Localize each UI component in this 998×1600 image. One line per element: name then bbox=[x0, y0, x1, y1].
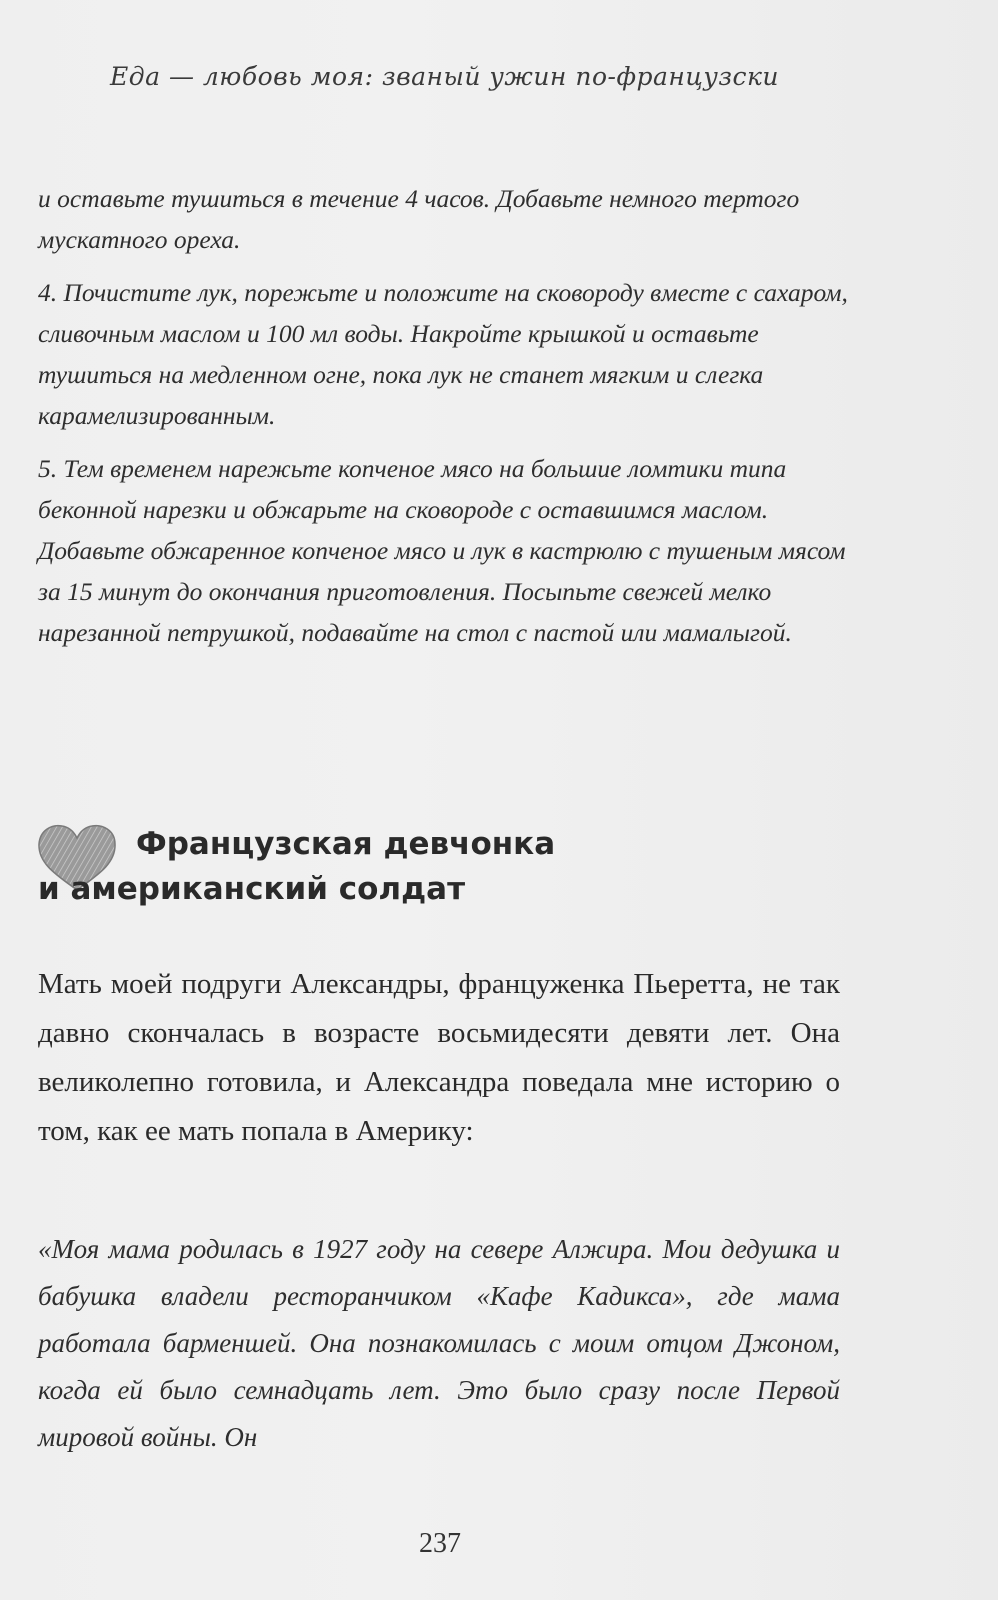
body-paragraph: Мать моей подруги Александры, француженка Пьеретта, не так давно скончалась в возрасте восьмидесяти девяти лет. Она великолепно готовила, и Александра поведала мне историю о том, как ее мать попала в Америку: bbox=[38, 968, 840, 1147]
running-head: Еда — любовь моя: званый ужин по-французски bbox=[110, 62, 779, 91]
section-title-line-1: Французская девчонка bbox=[136, 826, 556, 862]
section-title-line-2: и американский солдат bbox=[38, 871, 466, 907]
quote-paragraph: «Моя мама родилась в 1927 году на севере Алжира. Мои дедушка и бабушка владели ресторанчиком «Кафе Кадикса», где мама работала барменшей. Она познакомилась с моим отцом Джоном, когда ей было семнадцать лет. Это было сразу после Первой мировой войны. Он bbox=[38, 1234, 840, 1452]
section-title bbox=[38, 822, 838, 912]
recipe-step-5: 5. Тем временем нарежьте копченое мясо на большие ломтики типа беконной нарезки и обжарьте на сковороде с оставшимся маслом. Добавьте обжаренное копченое мясо и лук в кастрюлю с тушеным мясом за 15 минут до окончания приготовления. Посыпьте свежей мелко нарезанной петрушкой, подавайте на стол с пастой или мамалыгой. bbox=[38, 454, 846, 647]
recipe-step-4: 4. Почистите лук, порежьте и положите на сковороду вместе с сахаром, сливочным маслом и 100 мл воды. Накройте крышкой и оставьте тушиться на медленном огне, пока лук не станет мягким и слегка карамелизированным. bbox=[38, 278, 848, 430]
recipe-steps bbox=[38, 178, 848, 665]
page-number: 237 bbox=[419, 1528, 461, 1559]
recipe-paragraph: и оставьте тушиться в течение 4 часов. Добавьте немного тертого мускатного ореха. bbox=[38, 184, 800, 254]
